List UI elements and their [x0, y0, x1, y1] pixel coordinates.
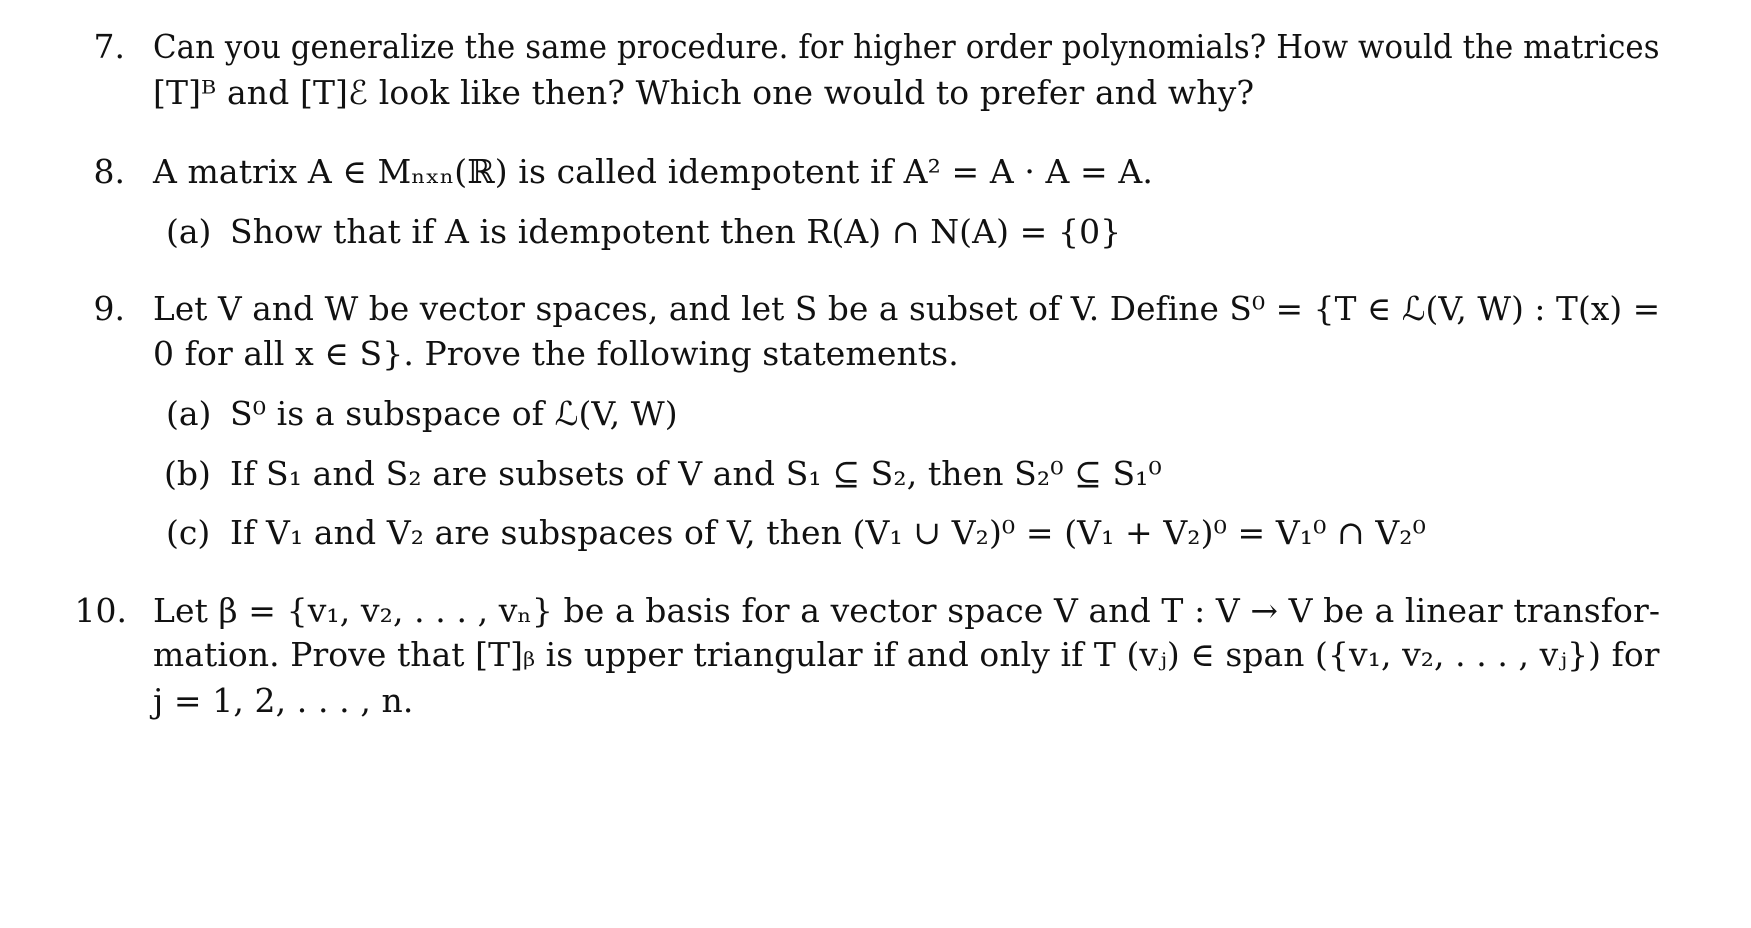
part-label: (c) — [166, 513, 211, 552]
part-text: If S₁ and S₂ are subsets of V and S₁ ⊆ S₂, then S₂⁰ ⊆ S₁⁰ — [230, 454, 1162, 493]
problem-number: 7. — [93, 27, 125, 66]
part-label: (a) — [166, 212, 212, 251]
part-text: S⁰ is a subspace of ℒ(V, W) — [230, 394, 678, 433]
problem-text-line: Can you generalize the same procedure. for higher order polynomials? How would the matrices — [153, 27, 1660, 66]
problem-text-line: j = 1, 2, . . . , n. — [153, 681, 414, 720]
part-label: (a) — [166, 394, 212, 433]
problem-text-line: mation. Prove that [T]ᵦ is upper triangular if and only if T (vⱼ) ∈ span ({v₁, v₂, . . . , vⱼ}) for — [153, 635, 1660, 674]
problem-number: 9. — [93, 289, 125, 328]
problem-text-line: [T]ᴮ and [T]ℰ look like then? Which one would to prefer and why? — [153, 73, 1255, 112]
part-text: Show that if A is idempotent then R(A) ∩ N(A) = {0} — [230, 212, 1122, 251]
part-label: (b) — [164, 454, 211, 493]
problem-number: 8. — [93, 152, 125, 191]
problem-number: 10. — [74, 591, 127, 630]
part-text: If V₁ and V₂ are subspaces of V, then (V₁ ∪ V₂)⁰ = (V₁ + V₂)⁰ = V₁⁰ ∩ V₂⁰ — [230, 513, 1426, 552]
problem-text-line: Let β = {v₁, v₂, . . . , vₙ} be a basis for a vector space V and T : V → V be a linear transfor- — [153, 591, 1661, 630]
problem-text-line: A matrix A ∈ Mₙₓₙ(ℝ) is called idempotent if A² = A · A = A. — [153, 152, 1153, 191]
problem-text-line: 0 for all x ∈ S}. Prove the following statements. — [153, 334, 959, 373]
problem-text-line: Let V and W be vector spaces, and let S be a subset of V. Define S⁰ = {T ∈ ℒ(V, W) : T(x) = — [153, 289, 1661, 328]
